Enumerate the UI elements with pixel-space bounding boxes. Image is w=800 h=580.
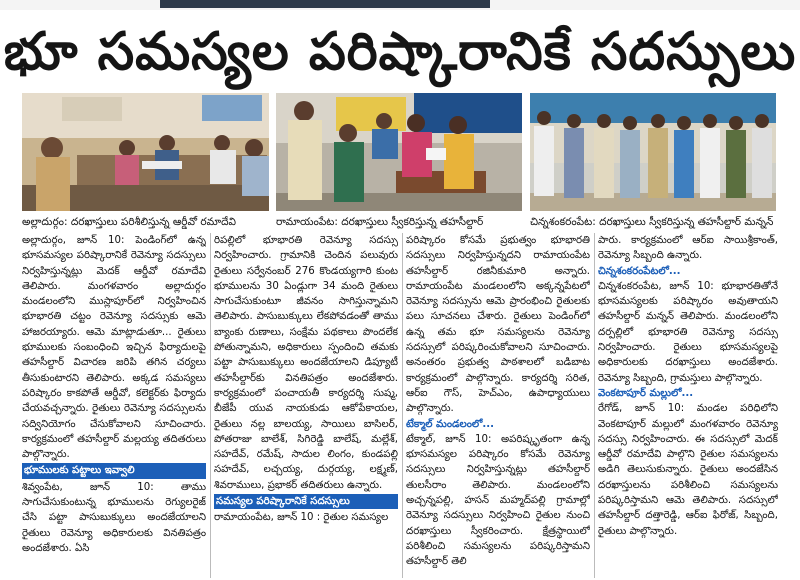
photo-1 (22, 93, 269, 211)
column-4-subheading-1: చిన్నశంకరంపేటలో... (598, 265, 681, 277)
photo-3-caption: చిన్నశంకరంపేట: దరఖాస్తులు స్వీకరిస్తున్న తహసీల్దార్ మన్నన్ (530, 216, 774, 228)
photo-1-caption: అల్లాదుర్గం: దరఖాస్తులు పరిశీలిస్తున్న ఆర్డీవో రమాదేవి (22, 216, 236, 228)
column-1 (22, 233, 206, 578)
column-4-paragraph-1: పారు. కార్యక్రమంలో ఆర్‌ఐ సాయిశ్రీకాంత్, రెవెన్యూ సిబ్బంది ఉన్నారు. (598, 235, 778, 262)
column-4 (598, 233, 778, 578)
column-rule-3 (594, 233, 595, 578)
column-rule-1 (210, 233, 211, 578)
column-2-paragraph-2: రామాయంపేట, జూన్ 10 : రైతుల సమస్యల (214, 512, 389, 524)
column-1-paragraph-2: శివ్వంపేట, జూన్ 10: తాము సాగుచేసుకుంటున్న భూములను రెగ్యులరైజ్ చేసి పట్టా పాసుబుక్కులు అందజేయాలని రైతులు రెవెన్యూ అధికారులకు వినతిపత్రం అందజేశారు. ఏసి (22, 481, 206, 554)
column-3 (406, 233, 590, 578)
photo-tahsildar-receiving-applications-icon (276, 93, 522, 211)
column-4-paragraph-2: చిన్నశంకరంపేట, జూన్ 10: భూభారతితోనే భూసమస్యలకు పరిష్కారం అవుతాయని తహసీల్దార్ మన్నన్ తెలిపారు. మండలంలోని దర్పల్లిలో భూభారతి రెవెన్యూ సదస్సు నిర్వహించారు. రైతులు భూసమస్యలపై అధికారులకు దరఖాస్తులు అందజేశారు. రెవెన్యూ సిబ్బంది, గ్రామస్తులు పాల్గొన్నారు. (598, 280, 778, 384)
photo-group-standing-icon (530, 93, 776, 211)
photo-2 (276, 93, 522, 211)
column-3-paragraph-2: టేక్మాల్, జూన్ 10: అపరిష్కృతంగా ఉన్న భూసమస్యల పరిష్కారం కోసమే రెవెన్యూ సదస్సులు నిర్వహిస్తున్నట్లు తహసీల్దార్ తులసీరాం తెలిపారు. మండలంలోని అచ్చన్నపల్లి, హసన్ మహ్మద్‌పల్లి గ్రామాల్లో రెవెన్యూ సదస్సులు నిర్వహించి రైతుల నుంచి దరఖాస్తులు స్వీకరించారు. క్షేత్రస్థాయిలో పరిశీలించి సమస్యలను పరిష్కరిస్తామని తహసీల్దార్ తెలి (406, 433, 590, 568)
column-2-subheading: సమస్యల పరిష్కారానికే సదస్సులు (214, 494, 398, 509)
photo-3 (530, 93, 776, 211)
column-2 (214, 233, 398, 578)
photo-2-caption: రామాయంపేట: దరఖాస్తులు స్వీకరిస్తున్న తహసీల్దార్ (276, 216, 484, 228)
column-4-paragraph-3: రేగోడ్, జూన్ 10: మండల పరిధిలోని వెంకటాపూర్ మల్లులో మంగళవారం రెవెన్యూ సదస్సు నిర్వహించారు. ఈ సదస్సులో మెదక్ ఆర్డీవో రమాదేవి పాల్గొని రైతుల సమస్యలను అడిగి తెలుసుకున్నారు. రైతులు అందజేసిన దరఖాస్తులను పరిశీలించి సమస్యలను పరిష్కరిస్తామని ఆమె తెలిపారు. సదస్సులో తహసీల్దార్ దత్తారెడ్డి, ఆర్‌ఐ ఫిరోజ్, సిబ్బంది, రైతులు పాల్గొన్నారు. (598, 403, 778, 537)
column-1-subheading: భూములకు పట్టాలు ఇవ్వాలి (22, 463, 206, 478)
photo-officials-receiving-petitions-icon (22, 93, 269, 211)
column-4-subheading-2: వెంకటాపూర్ మల్లులో... (598, 387, 694, 399)
column-rule-2 (402, 233, 403, 578)
column-1-paragraph-1: అల్లాదుర్గం, జూన్ 10: పెండింగ్‌లో ఉన్న భూసమస్యల పరిష్కారానికే రెవెన్యూ సదస్సులు నిర్వహిస్తున్నట్లు మెదక్ ఆర్డీవో రమాదేవి తెలిపారు. మంగళవారం అల్లాదుర్గం మండలంలోని ముస్లాపూర్‌లో నిర్వహించిన భూభారతి చట్టం రెవెన్యూ సదస్సుకు ఆమె హాజరయ్యారు. ఆమె మాట్లాడుతూ... రైతులు భూములకు సంబంధించి ఇచ్చిన ఫిర్యాదులపై తహసీల్దార్ విచారణ జరిపి తగిన చర్యలు తీసుకుంటారని తెలిపారు. అక్కడ సమస్యలు పరిష్కారం కాకపోతే ఆర్డీవో, కలెక్టర్‌కు ఫిర్యాదు చేయవచ్చన్నారు. రైతులు రెవెన్యూ సదస్సులను సద్వినియోగం చేసుకోవాలని సూచించారు. కార్యక్రమంలో తహసీల్దార్ మల్లయ్య తదితరులు పాల్గొన్నారు. (22, 235, 206, 461)
column-3-subheading: టేక్మాల్ మండలంలో... (406, 418, 495, 430)
headline: భూ సమస్యల పరిష్కారానికే సదస్సులు (3, 22, 797, 82)
top-bar-dark-strip (160, 0, 490, 8)
top-bar (0, 0, 800, 10)
column-3-paragraph-1: పరిష్కారం కోసమే ప్రభుత్వం భూభారతి సదస్సులు నిర్వహిస్తున్నదని రామాయంపేట తహసీల్దార్ రజినీకుమారి అన్నారు. రామాయంపేట మండలంలోని అక్కన్నపేటలో రెవెన్యూ సదస్సును ఆమె ప్రారంభించి రైతులకు పలు సూచనలు చేశారు. రైతులు పెండింగ్‌లో ఉన్న తమ భూ సమస్యలను రెవెన్యూ సదస్సులో పరిష్కరించుకోవాలని సూచించారు. అనంతరం ప్రభుత్వ పాఠశాలలో బడిబాట కార్యక్రమంలో పాల్గొన్నారు. కార్యదర్శి సరిత, ఆర్‌ఐ గౌస్, హెచ్‌ఎం, ఉపాధ్యాయులు పాల్గొన్నారు. (406, 235, 590, 415)
column-2-paragraph-1: రిపల్లిలో భూభారతి రెవెన్యూ సదస్సు నిర్వహించారు. గ్రామానికి చెందిన పలువురు రైతులు సర్వేనంబర్ 276 కొండయ్యగారి కుంట భూములను 30 ఏండ్లుగా 34 మంది రైతులు సాగుచేసుకుంటూ జీవనం సాగిస్తున్నామని తెలిపారు. పాసుబుక్కులు లేకపోవడంతో తాము బ్యాంకు రుణాలు, సంక్షేమ పథకాలు పొందలేక పోతున్నామని, అధికారులు స్పందించి తమకు పట్టా పాసుబుక్కులు అందజేయాలని డిప్యూటీ తహసీల్దార్‌కు వినతిపత్రం అందజేశారు. కార్యక్రమంలో పంచాయతీ కార్యదర్శి సుష్మ, బీజేపీ యువ నాయకుడు ఆకోపేకాయల, రైతులు నల్ల బాలయ్య, సాయిలు బాసిలర్, పోతరాజు బాలేశ్, సిగిరెడ్డి బాలేష్, మల్లేశ్, సహదేవ్, రమేష్, సాదుల లింగం, కుండపల్లి సహదేవ్, లచ్చయ్య, దుర్గయ్య, లక్ష్మణ్, శివరాములు, ప్రభాకర్ తదితరులు ఉన్నారు. (214, 235, 398, 491)
